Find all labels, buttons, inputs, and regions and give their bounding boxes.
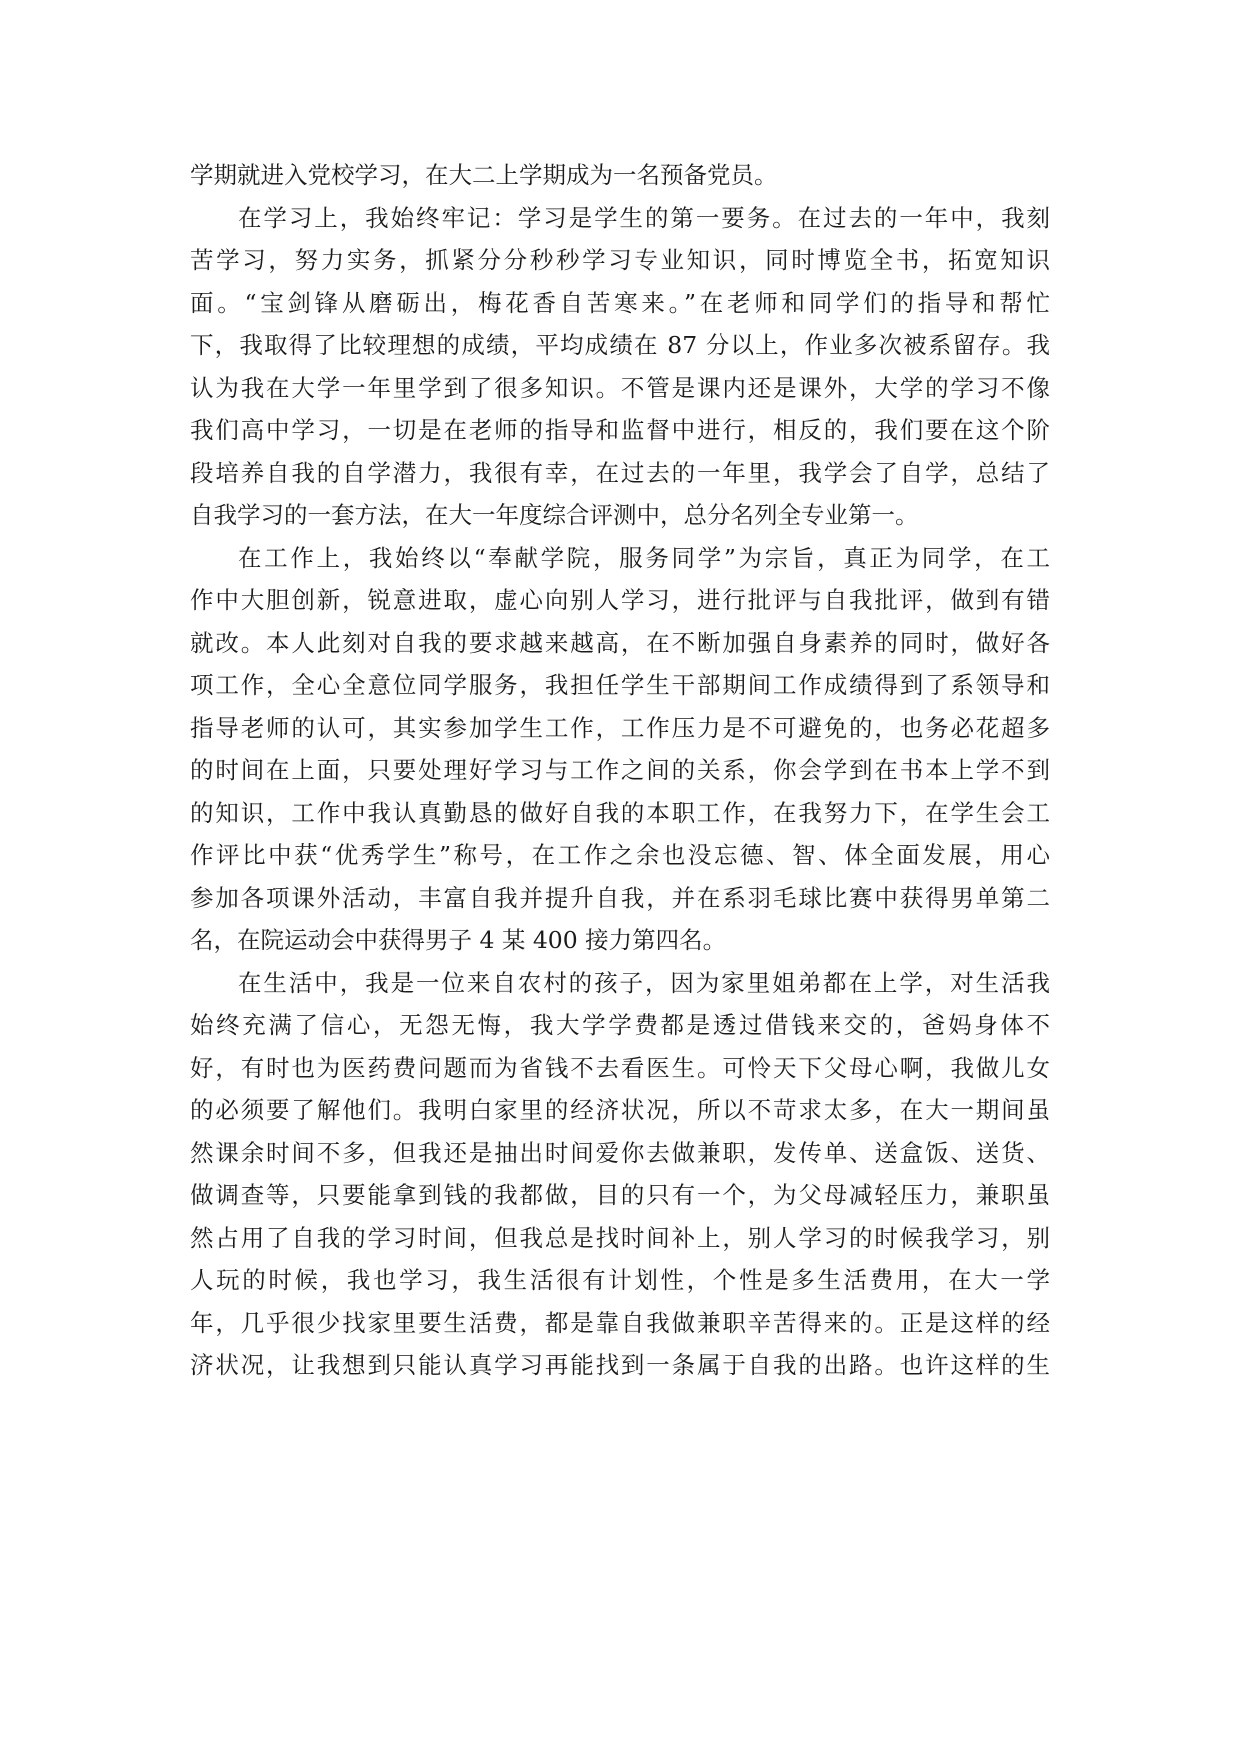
text-line: 的时间在上面，只要处理好学习与工作之间的关系，你会学到在书本上学不到 <box>190 756 1050 784</box>
text-line: 年，几乎很少找家里要生活费，都是靠自我做兼职辛苦得来的。正是这样的经 <box>190 1308 1050 1337</box>
text-line: 始终充满了信心，无怨无悔，我大学学费都是透过借钱来交的，爸妈身体不 <box>190 1011 1050 1039</box>
body-text <box>190 154 1050 1387</box>
text-line: 的知识，工作中我认真勤恳的做好自我的本职工作，在我努力下，在学生会工 <box>190 798 1050 827</box>
text-line: 认为我在大学一年里学到了很多知识。不管是课内还是课外，大学的学习不像 <box>190 373 1050 402</box>
text-line: 好，有时也为医药费问题而为省钱不去看医生。可怜天下父母心啊，我做儿女 <box>190 1053 1050 1082</box>
text-line: 作中大胆创新，锐意进取，虚心向别人学习，进行批评与自我批评，做到有错 <box>190 586 1050 614</box>
text-line: 下，我取得了比较理想的成绩，平均成绩在 87 分以上，作业多次被系留存。我 <box>190 331 1050 359</box>
text-line: 然占用了自我的学习时间，但我总是找时间补上，别人学习的时候我学习，别 <box>190 1223 1050 1252</box>
text-line: 我们高中学习，一切是在老师的指导和监督中进行，相反的，我们要在这个阶 <box>190 416 1050 444</box>
text-line: 作评比中获“优秀学生”称号，在工作之余也没忘德、智、体全面发展，用心 <box>190 841 1050 869</box>
text-line: 项工作，全心全意位同学服务，我担任学生干部期间工作成绩得到了系领导和 <box>190 671 1050 699</box>
text-line: 的必须要了解他们。我明白家里的经济状况，所以不苛求太多，在大一期间虽 <box>190 1096 1050 1124</box>
text-line: 参加各项课外活动，丰富自我并提升自我，并在系羽毛球比赛中获得男单第二 <box>190 883 1050 912</box>
text-line: 指导老师的认可，其实参加学生工作，工作压力是不可避免的，也务必花超多 <box>190 713 1050 742</box>
text-line: 面。“宝剑锋从磨砺出，梅花香自苦寒来。”在老师和同学们的指导和帮忙 <box>190 288 1050 317</box>
paragraph-first-line: 在工作上，我始终以“奉献学院，服务同学”为宗旨，真正为同学，在工 <box>238 543 1050 572</box>
text-line: 学期就进入党校学习，在大二上学期成为一名预备党员。 <box>190 161 778 189</box>
paragraph-first-line: 在生活中，我是一位来自农村的孩子，因为家里姐弟都在上学，对生活我 <box>238 968 1050 997</box>
text-line: 段培养自我的自学潜力，我很有幸，在过去的一年里，我学会了自学，总结了 <box>190 458 1050 487</box>
text-line: 就改。本人此刻对自我的要求越来越高，在不断加强自身素养的同时，做好各 <box>190 628 1050 657</box>
text-line: 人玩的时候，我也学习，我生活很有计划性，个性是多生活费用，在大一学 <box>190 1266 1050 1294</box>
text-line: 苦学习，努力实务，抓紧分分秒秒学习专业知识，同时博览全书，拓宽知识 <box>190 246 1050 274</box>
text-line: 做调查等，只要能拿到钱的我都做，目的只有一个，为父母减轻压力，兼职虽 <box>190 1181 1050 1209</box>
text-line: 然课余时间不多，但我还是抽出时间爱你去做兼职，发传单、送盒饭、送货、 <box>190 1138 1050 1167</box>
text-line: 名，在院运动会中获得男子 4 某 400 接力第四名。 <box>190 926 727 954</box>
paragraph-first-line: 在学习上，我始终牢记：学习是学生的第一要务。在过去的一年中，我刻 <box>238 203 1050 232</box>
text-line: 自我学习的一套方法，在大一年度综合评测中，总分名列全专业第一。 <box>190 501 919 529</box>
text-line: 济状况，让我想到只能认真学习再能找到一条属于自我的出路。也许这样的生 <box>190 1351 1050 1379</box>
